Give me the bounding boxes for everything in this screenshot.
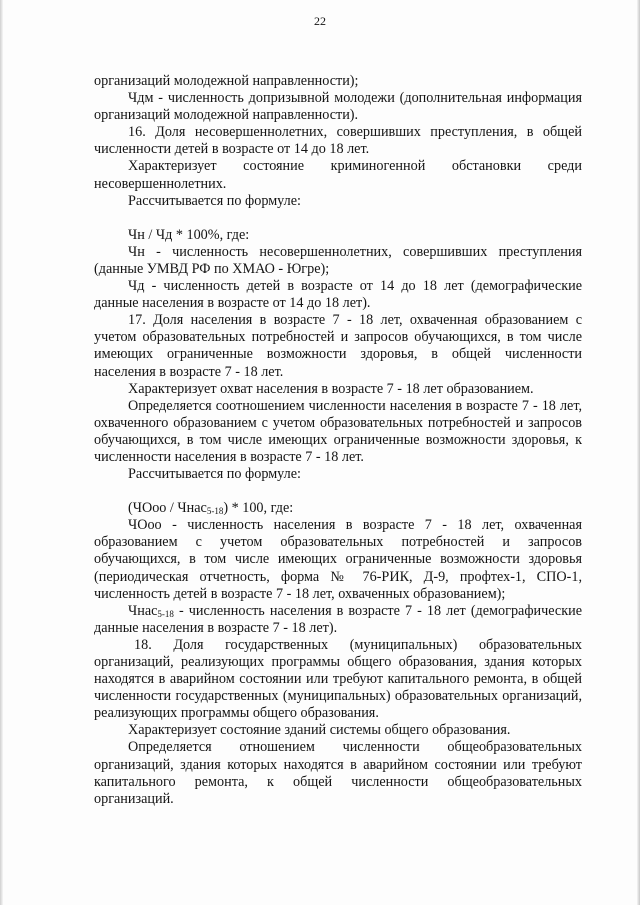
indicator-17-characteristic: Характеризует охват населения в возрасте 7 - 18 лет образованием. (128, 380, 534, 397)
formula-subscript: 5-18 (206, 506, 224, 517)
chnas-subscript: 5-18 (157, 608, 174, 619)
paragraph-chnas-definition (94, 603, 582, 637)
indicator-16-formula-intro: Рассчитывается по формуле: (128, 192, 301, 209)
indicator-18-characteristic: Характеризует состояние зданий системы общего образования. (128, 722, 511, 739)
indicator-17-title: 17. Доля населения в возрасте 7 - 18 лет, охваченная образованием с учетом образовательных потребностей и запросов обучающихся, в том числе имеющих ограниченные возможности здоровья, в общей численности населения в возрасте 7 - 18 лет. (94, 312, 582, 380)
blank-line (94, 210, 582, 227)
indicator-18-title: 18. Доля государственных (муниципальных) образовательных организаций, реализующих программы общего образования, здания которых находятся в аварийном состоянии или требуют капитального ремонта, в общей численности государственных (муниципальных) образовательных организаций, реализующих программы общего образования. (94, 636, 582, 722)
paragraph-chdm-definition: Чдм - численность допризывной молодежи (дополнительная информация организаций молодежной направленности). (94, 90, 582, 124)
chnas-text: - численность населения в возрасте 7 - 18 лет (демографические данные населения в возрасте 7 - 18 лет). (94, 602, 582, 636)
page-number: 22 (314, 14, 326, 28)
indicator-16-title: 16. Доля несовершеннолетних, совершивших преступления, в общей численности детей в возрасте от 14 до 18 лет. (94, 124, 582, 158)
indicator-18-definition: Определяется отношением численности общеобразовательных организаций, здания которых находятся в аварийном состоянии или требуют капитального ремонта, к общей численности общеобразовательных организаций. (94, 739, 582, 807)
blank-line (94, 483, 582, 500)
chnas-term: Чнас (128, 602, 158, 619)
document-body (94, 73, 582, 808)
indicator-17-definition: Определяется соотношением численности населения в возрасте 7 - 18 лет, охваченного образованием с учетом образовательных потребностей и запросов обучающихся, в том числе имеющих ограниченные возможности здоровья, к численности населения в возрасте 7 - 18 лет. (94, 397, 582, 465)
formula-end: ) * 100, где: (223, 500, 294, 517)
paragraph-chd-definition: Чд - численность детей в возрасте от 14 до 18 лет (демографические данные населения в возрасте от 14 до 18 лет). (94, 278, 582, 312)
indicator-16-characteristic: Характеризует состояние криминогенной обстановки среди несовершеннолетних. (94, 158, 582, 192)
paragraph-continuation: организаций молодежной направленности); (94, 73, 359, 89)
paragraph-chn-definition: Чн - численность несовершеннолетних, совершивших преступления (данные УМВД РФ по ХМАО - Югре); (94, 243, 582, 277)
indicator-17-formula (94, 500, 582, 517)
indicator-16-formula: Чн / Чд * 100%, где: (128, 226, 250, 243)
paragraph-choo-definition: ЧОоо - численность населения в возрасте 7 - 18 лет, охваченная образованием с учетом образовательных потребностей и запросов обучающихся, в том числе имеющих ограниченные возможности здоровья (периодическая отчетность, форма № 76-РИК, Д-9, профтех-1, СПО-1, численность детей в возрасте 7 - 18 лет, охваченных образованием); (94, 517, 582, 602)
indicator-17-formula-intro: Рассчитывается по формуле: (128, 466, 301, 483)
page-left-edge (0, 0, 3, 905)
formula-start: (ЧОоо / Чнас (128, 500, 207, 517)
